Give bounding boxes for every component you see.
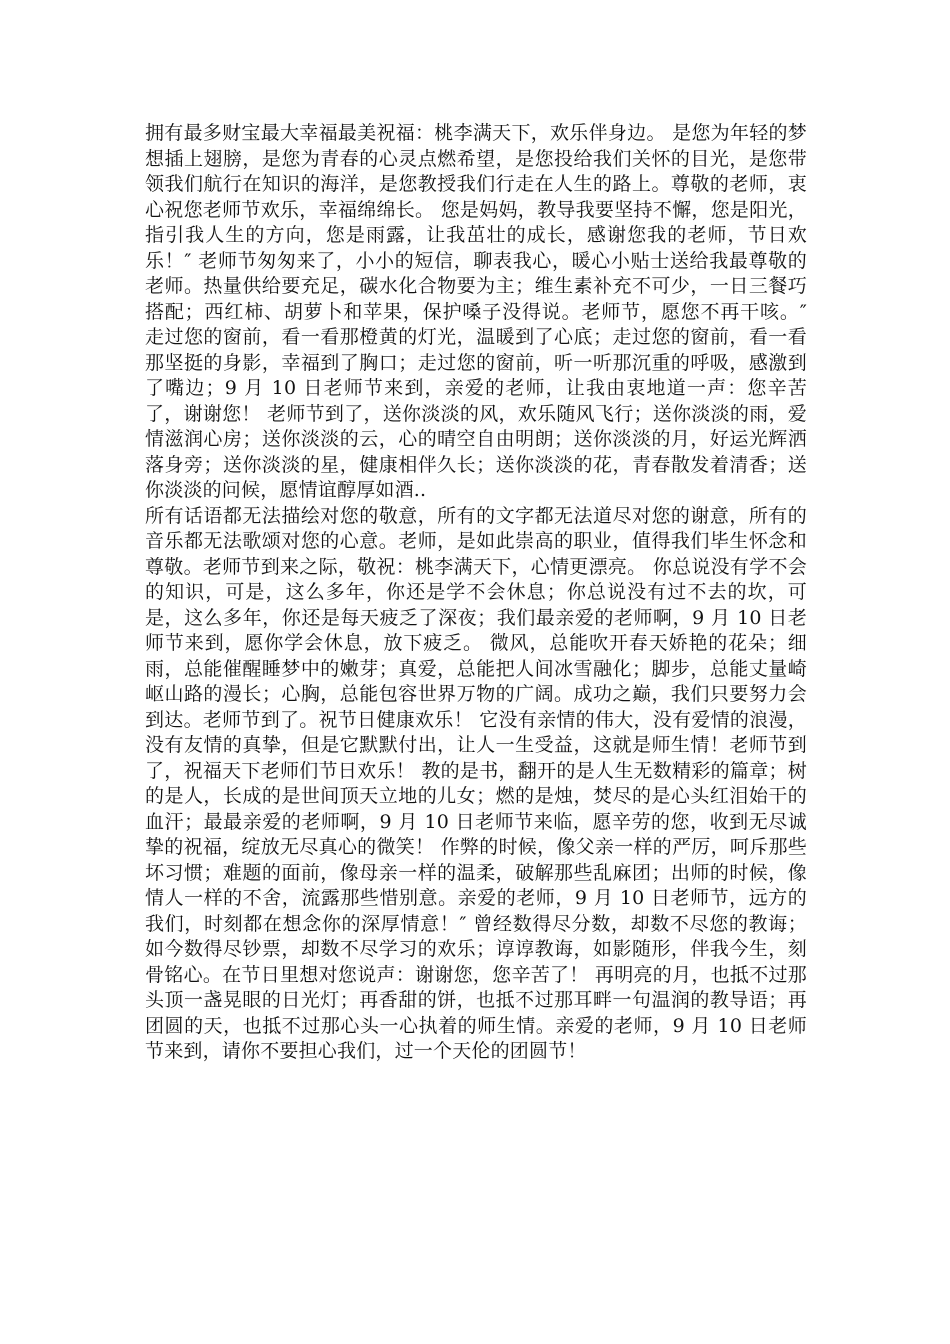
paragraph: 拥有最多财宝最大幸福最美祝福：桃李满天下，欢乐伴身边。 是您为年轻的梦想插上翅膀，是您为青春的心灵点燃希望，是您投给我们关怀的目光，是您带领我们航行在知识的海洋，是您教授我们行走在人生的路上。尊敬的老师，衷心祝您老师节欢乐，幸福绵绵长。 您是妈妈，教导我要坚持不懈，您是阳光，指引我人生的方向，您是雨露，让我茁壮的成长，感谢您我的老师，节日欢乐！″ 老师节匆匆来了，小小的短信，聊表我心，暖心小贴士送给我最尊敬的老师。热量供给要充足，碳水化合物要为主；维生素补充不可少，一日三餐巧搭配；西红柿、胡萝卜和苹果，保护嗓子没得说。老师节，愿您不再干咳。″ 走过您的窗前，看一看那橙黄的灯光，温暖到了心底；走过您的窗前，看一看那坚挺的身影，幸福到了胸口；走过您的窗前，听一听那沉重的呼吸，感激到了嘴边；9 月 10 日老师节来到，亲爱的老师，让我由衷地道一声：您辛苦了，谢谢您！ 老师节到了，送你淡淡的风，欢乐随风飞行；送你淡淡的雨，爱情滋润心房；送你淡淡的云，心的晴空自由明朗；送你淡淡的月，好运光辉洒落身旁；送你淡淡的星，健康相伴久长；送你淡淡的花，青春散发着清香；送你淡淡的问候，愿情谊醇厚如酒..	[145, 122, 814, 501]
document-body	[145, 121, 814, 1065]
paragraph: 所有话语都无法描绘对您的敬意，所有的文字都无法道尽对您的谢意，所有的音乐都无法歌颂对您的心意。老师，是如此崇高的职业，值得我们毕生怀念和尊敬。老师节到来之际，敬祝：桃李满天下，心情更漂亮。 你总说没有学不会的知识，可是，这么多年，你还是学不会休息；你总说没有过不去的坎，可是，这么多年，你还是每天疲乏了深夜；我们最亲爱的老师啊，9 月 10 日老师节来到，愿你学会休息，放下疲乏。 微风，总能吹开春天娇艳的花朵；细雨，总能催醒睡梦中的嫩芽；真爱，总能把人间冰雪融化；脚步，总能丈量崎岖山路的漫长；心胸，总能包容世界万物的广阔。成功之巅，我们只要努力会到达。老师节到了。祝节日健康欢乐！ 它没有亲情的伟大，没有爱情的浪漫，没有友情的真挚，但是它默默付出，让人一生受益，这就是师生情！老师节到了，祝福天下老师们节日欢乐！ 教的是书，翻开的是人生无数精彩的篇章；树的是人，长成的是世间顶天立地的儿女；燃的是烛，焚尽的是心头红泪始干的血汗；最最亲爱的老师啊，9 月 10 日老师节来临，愿辛劳的您，收到无尽诚挚的祝福，绽放无尽真心的微笑！ 作弊的时候，像父亲一样的严厉，呵斥那些坏习惯；难题的面前，像母亲一样的温柔，破解那些乱麻团；出师的时候，像情人一样的不舍，流露那些惜别意。亲爱的老师，9 月 10 日老师节，远方的我们，时刻都在想念你的深厚情意！″ 曾经数得尽分数，却数不尽您的教诲；如今数得尽钞票，却数不尽学习的欢乐；谆谆教诲，如影随形，伴我今生，刻骨铭心。在节日里想对您说声：谢谢您，您辛苦了！ 再明亮的月，也抵不过那头顶一盏晃眼的日光灯；再香甜的饼，也抵不过那耳畔一句温润的教导语；再团圆的天，也抵不过那心头一心执着的师生情。亲爱的老师，9 月 10 日老师节来到，请你不要担心我们，过一个天伦的团圆节！	[145, 504, 807, 1062]
